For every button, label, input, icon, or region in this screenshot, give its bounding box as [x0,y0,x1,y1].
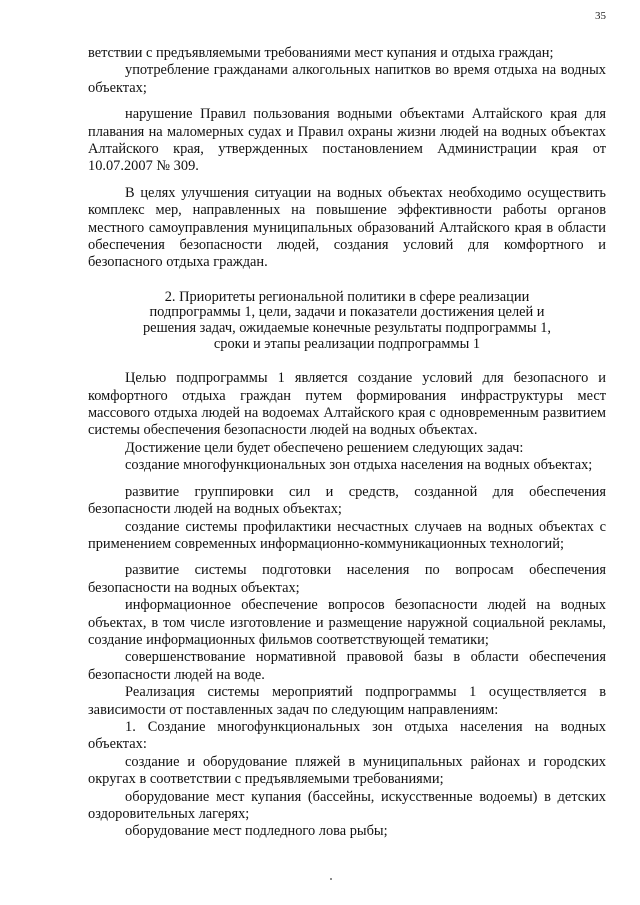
heading-line: сроки и этапы реализации подпрограммы 1 [213,335,481,352]
direction-item: оборудование мест подледного лова рыбы; [125,823,388,840]
paragraph: употребление гражданами алкогольных напитков во время отдыха на водных объектах; [88,62,606,96]
task-item: развитие группировки сил и средств, созданной для обеспечения безопасности людей на водных объектах; [88,483,606,518]
heading-line: 2. Приоритеты региональной политики в сфере реализации [164,288,530,305]
paragraph: Достижение цели будет обеспечено решением следующих задач: [125,439,524,456]
scan-speck [330,878,332,880]
heading-line: решения задач, ожидаемые конечные результаты подпрограммы 1, [142,320,551,337]
direction-heading: 1. Создание многофункциональных зон отдыха населения на водных объектах: [88,718,606,753]
direction-item: создание и оборудование пляжей в муниципальных районах и городских округах в соответствии с предъявляемыми требованиями; [88,753,606,788]
direction-item: оборудование мест купания (бассейны, искусственные водоемы) в детских оздоровительных лагерях; [88,788,606,822]
document-body [88,45,606,841]
task-item: информационное обеспечение вопросов безопасности людей на водных объектах, в том числе изготовление и размещение наружной социальной рекламы, создание информационных фильмов соответствующей тематики; [88,597,606,648]
paragraph: В целях улучшения ситуации на водных объектах необходимо осуществить комплекс мер, направленных на повышение эффективности работы органов местного самоуправления муниципальных образований Алтайского края в области обеспечения безопасности людей, создания условий для комфортного и безопасного отдыха граждан. [88,184,606,271]
task-item: совершенствование нормативной правовой базы в области обеспечения безопасности людей на воде. [88,649,606,683]
section-heading [98,290,596,352]
paragraph: Реализация системы мероприятий подпрограммы 1 осуществляется в зависимости от поставленных задач по следующим направлениям: [88,684,606,718]
task-item: создание системы профилактики несчастных случаев на водных объектах с применением современных информационно-коммуникационных технологий; [88,518,606,552]
paragraph: нарушение Правил пользования водными объектами Алтайского края для плавания на маломерных судах и Правил охраны жизни людей на водных объектах Алтайского края, утвержденных постановлением Администрации края от 10.07.2007 № 309. [88,106,606,175]
task-item: создание многофункциональных зон отдыха населения на водных объектах; [125,457,593,474]
heading-line: подпрограммы 1, цели, задачи и показатели достижения целей и [149,304,545,321]
page-number: 35 [595,10,606,22]
paragraph: ветствии с предъявляемыми требованиями мест купания и отдыха граждан; [88,45,554,61]
paragraph: Целью подпрограммы 1 является создание условий для безопасного и комфортного отдыха граждан путем формирования инфраструктуры мест массового отдыха людей на водоемах Алтайского края с одновременным развитием системы обеспечения безопасности людей на водных объектах. [88,370,606,439]
task-item: развитие системы подготовки населения по вопросам обеспечения безопасности на водных объектах; [88,562,606,596]
